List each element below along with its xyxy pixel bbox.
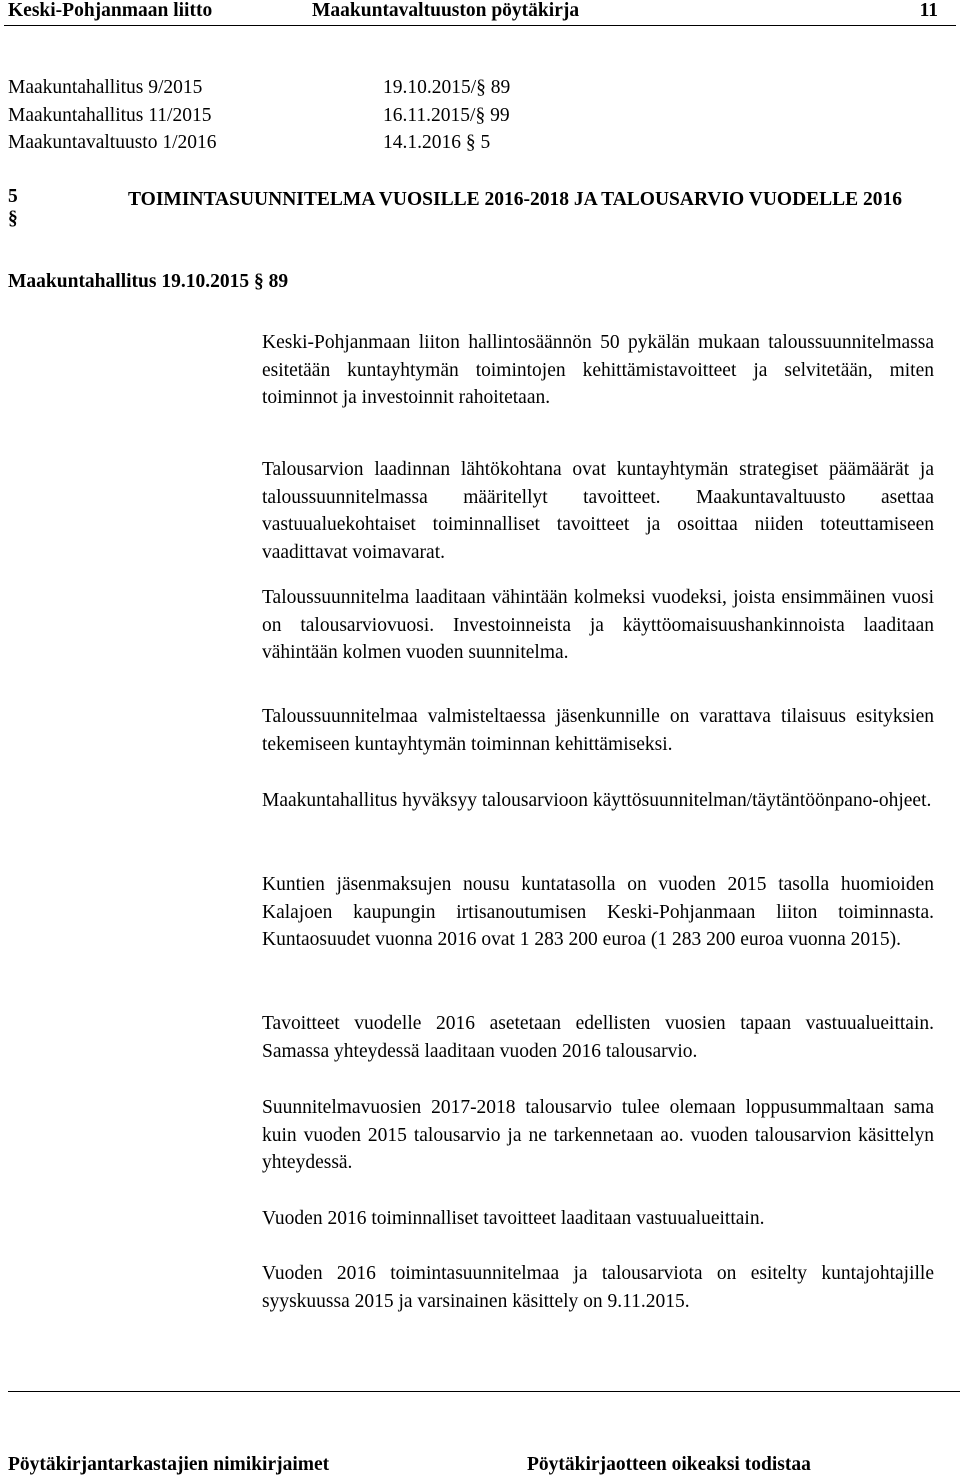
paragraph-text: Taloussuunnitelmaa valmisteltaessa jäsenkunnille on varattava tilaisuus esityksien tekemiseen kuntayhtymän toiminnan kehittämiseksi.: [262, 706, 934, 755]
paragraph-text: Vuoden 2016 toimintasuunnitelmaa ja talousarviota on esitelty kuntajohtajille syyskuussa 2015 ja varsinainen käsittely on 9.11.2015.: [262, 1263, 934, 1312]
reference-date: 16.11.2015/§ 99: [383, 104, 510, 126]
paragraph-text: Kuntien jäsenmaksujen nousu kuntatasolla on vuoden 2015 tasolla huomioiden Kalajoen kaupungin irtisanoutumisen Keski-Pohjanmaan liiton toiminnasta. Kuntaosuudet vuonna 2016 ovat 1 283 200 euroa (1 283 200 euroa vuonna 2015).: [262, 874, 934, 951]
reference-body: Maakuntavaltuusto 1/2016: [8, 132, 217, 153]
reference-body: Maakuntahallitus 11/2015: [8, 104, 212, 126]
paragraph-text: Keski-Pohjanmaan liiton hallintosäännön 50 pykälän mukaan taloussuunnitelmassa esitetään kuntayhtymän toimintojen kehittämistavoitteet ja selvitetään, miten toiminnot ja investoinnit rahoitetaan.: [262, 332, 934, 409]
reference-body: Maakuntahallitus 9/2015: [8, 77, 203, 98]
paragraph-text: Maakuntahallitus hyväksyy talousarvioon käyttösuunnitelman/täytäntöönpano-ohjeet.: [262, 790, 932, 811]
paragraph: [262, 703, 934, 758]
reference-date: 19.10.2015/§ 89: [383, 77, 511, 98]
document-title: Maakuntavaltuuston pöytäkirja: [312, 0, 580, 21]
paragraph: [262, 329, 934, 412]
header-divider: [4, 25, 956, 26]
paragraph: [262, 1205, 934, 1233]
paragraph-text: Suunnitelmavuosien 2017-2018 talousarvio tulee olemaan loppusummaltaan sama kuin vuoden 2015 talousarvio ja ne tarkennetaan ao. vuoden talousarvion käsittelyn yhteydessä.: [262, 1097, 934, 1174]
paragraph-text: Vuoden 2016 toiminnalliset tavoitteet laaditaan vastuualueittain.: [262, 1208, 765, 1229]
paragraph: [262, 456, 934, 566]
paragraph-text: Talousarvion laadinnan lähtökohtana ovat kuntayhtymän strategiset päämäärät ja taloussuunnitelmassa määritellyt tavoitteet. Maakuntavaltuusto asettaa vastuualuekohtaiset toiminnalliset tavoitteet ja osoittaa niiden toteuttamiseen vaadittavat voimavarat.: [262, 459, 934, 563]
footer-initials-label: Pöytäkirjantarkastajien nimikirjaimet: [8, 1454, 330, 1475]
footer-certification-label: Pöytäkirjaotteen oikeaksi todistaa: [527, 1454, 811, 1475]
page-number: 11: [919, 0, 938, 21]
reference-date: 14.1.2016 § 5: [383, 132, 491, 153]
paragraph: [262, 584, 934, 667]
paragraph: [262, 1010, 934, 1065]
paragraph: [262, 787, 934, 815]
paragraph-text: Tavoitteet vuodelle 2016 asetetaan edellisten vuosien tapaan vastuualueittain. Samassa yhteydessä laaditaan vuoden 2016 talousarvio.: [262, 1013, 934, 1062]
paragraph: [262, 871, 934, 954]
paragraph-text: Taloussuunnitelma laaditaan vähintään kolmeksi vuodeksi, joista ensimmäinen vuosi on talousarviovuosi. Investoinneista ja käyttöomaisuushankinnoista laaditaan vähintään kolmen vuoden suunnitelma.: [262, 587, 934, 664]
organization-name: Keski-Pohjanmaan liitto: [8, 0, 213, 21]
section-title: TOIMINTASUUNNITELMA VUOSILLE 2016-2018 JA TALOUSARVIO VUODELLE 2016: [128, 189, 903, 210]
paragraph: [262, 1260, 934, 1315]
footer-divider: [8, 1391, 960, 1392]
section-number: 5 §: [8, 186, 18, 229]
paragraph: [262, 1094, 934, 1177]
meeting-heading: Maakuntahallitus 19.10.2015 § 89: [8, 271, 289, 292]
page-header: [0, 0, 960, 24]
